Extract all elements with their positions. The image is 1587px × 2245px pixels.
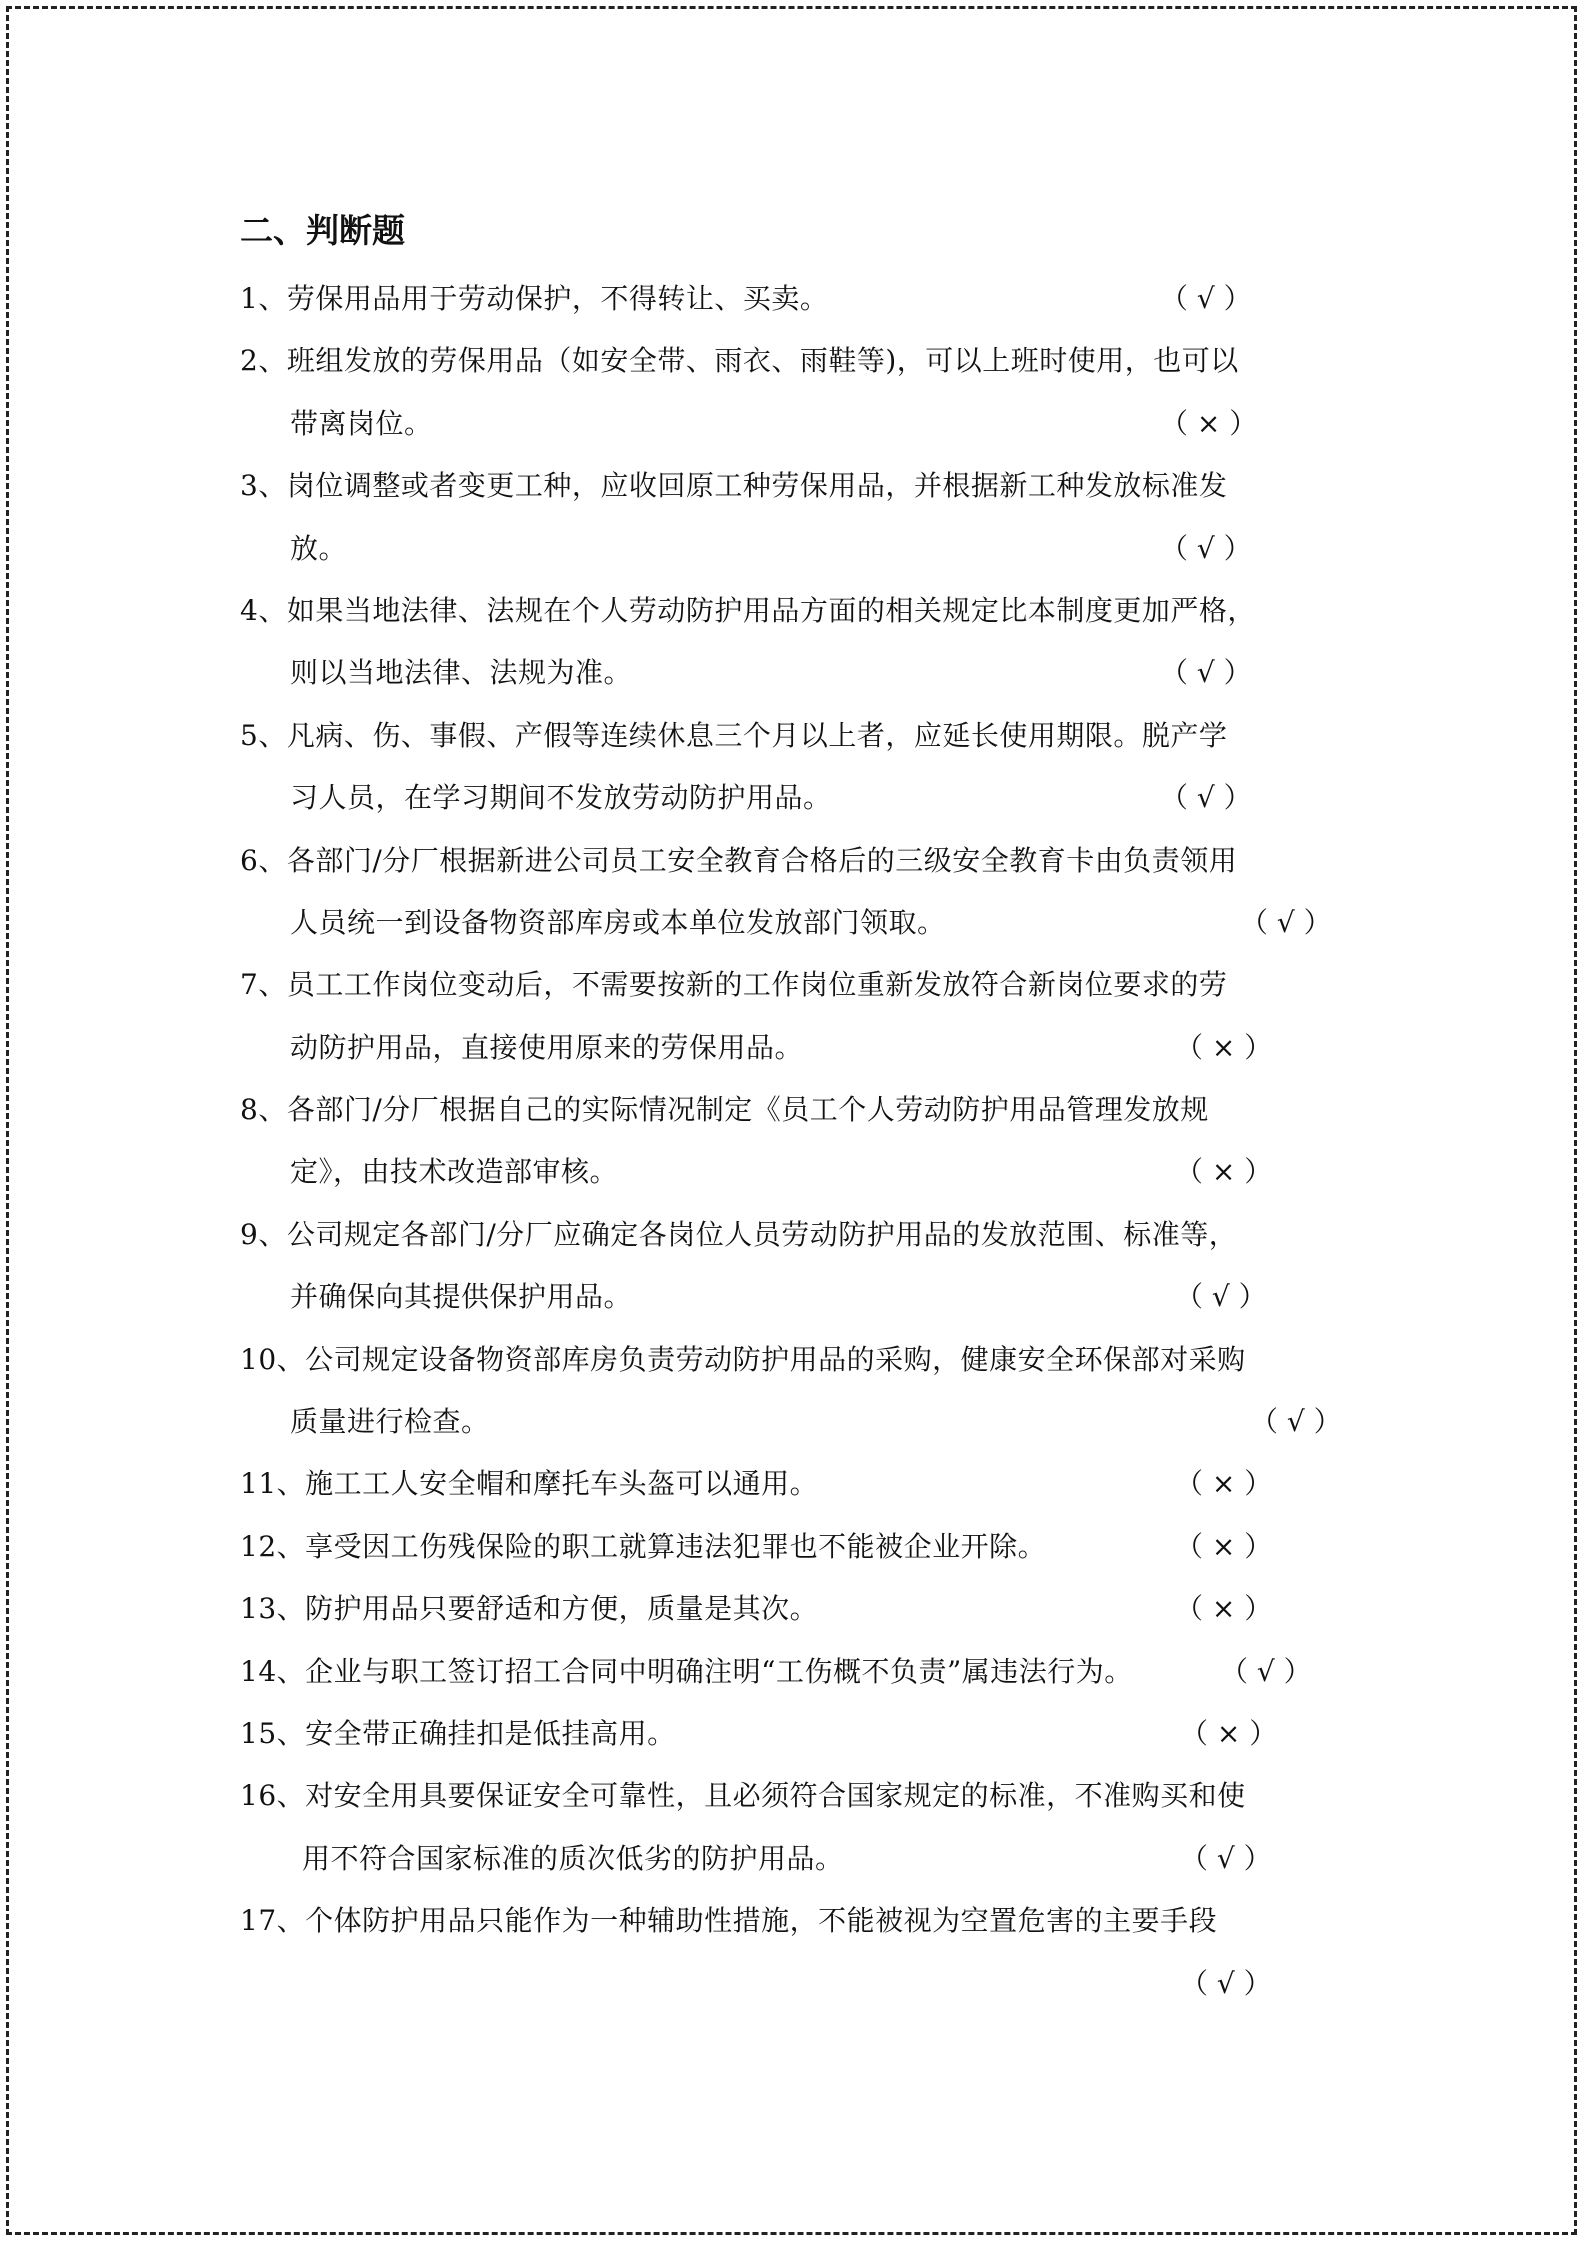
question-text: 3、岗位调整或者变更工种，应收回原工种劳保用品，并根据新工种发放标准发 — [240, 469, 1228, 503]
question-text: 8、各部门/分厂根据自己的实际情况制定《员工个人劳动防护用品管理发放规 — [240, 1093, 1209, 1127]
question-line — [240, 1266, 1355, 1328]
question-text: 11、施工工人安全帽和摩托车头盔可以通用。 — [240, 1467, 819, 1501]
question-text: 7、员工工作岗位变动后，不需要按新的工作岗位重新发放符合新岗位要求的劳 — [240, 968, 1228, 1002]
question-text: 14、企业与职工签订招工合同中明确注明“工伤概不负责”属违法行为。 — [240, 1654, 1133, 1688]
question-line — [240, 1516, 1355, 1578]
question-line — [240, 455, 1355, 517]
answer-mark: （ × ） — [1160, 406, 1258, 440]
question-line — [240, 954, 1355, 1016]
question-line — [240, 1578, 1355, 1640]
question-line — [240, 580, 1355, 642]
question-line — [240, 1141, 1355, 1203]
question-text: 动防护用品，直接使用原来的劳保用品。 — [290, 1030, 804, 1064]
question-text: 6、各部门/分厂根据新进公司员工安全教育合格后的三级安全教育卡由负责领用 — [240, 843, 1238, 877]
answer-mark: （ √ ） — [1180, 1841, 1272, 1875]
question-text: 用不符合国家标准的质次低劣的防护用品。 — [302, 1841, 844, 1875]
question-line — [240, 1703, 1355, 1765]
question-text: 16、对安全用具要保证安全可靠性，且必须符合国家规定的标准，不准购买和使 — [240, 1779, 1246, 1813]
answer-mark: （ √ ） — [1250, 1405, 1342, 1439]
question-line — [240, 892, 1355, 954]
document-content — [240, 200, 1355, 2015]
question-text: 1、劳保用品用于劳动保护，不得转让、买卖。 — [240, 282, 829, 315]
answer-mark: （ × ） — [1175, 1592, 1273, 1626]
question-line — [240, 330, 1355, 392]
question-text: 习人员，在学习期间不发放劳动防护用品。 — [290, 781, 832, 815]
question-text: 9、公司规定各部门/分厂应确定各岗位人员劳动防护用品的发放范围、标准等， — [240, 1217, 1238, 1251]
question-line — [240, 1017, 1355, 1079]
question-text: 15、安全带正确挂扣是低挂高用。 — [240, 1716, 676, 1750]
question-text: 17、个体防护用品只能作为一种辅助性措施，不能被视为空置危害的主要手段 — [240, 1904, 1218, 1938]
question-text: 12、享受因工伤残保险的职工就算违法犯罪也不能被企业开除。 — [240, 1529, 1047, 1563]
answer-mark: （ √ ） — [1220, 1654, 1312, 1688]
answer-mark: （ √ ） — [1240, 905, 1332, 939]
question-line — [240, 268, 1355, 330]
answer-mark: （ √ ） — [1160, 282, 1252, 315]
question-line — [240, 705, 1355, 767]
question-line — [240, 1765, 1355, 1827]
question-text: 质量进行检查。 — [290, 1405, 490, 1439]
answer-mark: （ √ ） — [1160, 531, 1252, 565]
answer-mark: （ × ） — [1175, 1155, 1273, 1189]
answer-mark: （ √ ） — [1180, 1966, 1272, 2000]
question-text: 10、公司规定设备物资部库房负责劳动防护用品的采购，健康安全环保部对采购 — [240, 1342, 1246, 1376]
question-text: 带离岗位。 — [290, 406, 433, 440]
answer-mark: （ √ ） — [1160, 781, 1252, 815]
question-line — [240, 393, 1355, 455]
question-line — [240, 642, 1355, 704]
question-line — [240, 830, 1355, 892]
answer-mark: （ × ） — [1180, 1716, 1278, 1750]
question-text: 13、防护用品只要舒适和方便，质量是其次。 — [240, 1592, 819, 1626]
question-line — [240, 518, 1355, 580]
question-line — [240, 1204, 1355, 1266]
answer-mark: （ × ） — [1175, 1529, 1273, 1563]
question-line — [240, 1329, 1355, 1391]
question-line — [240, 767, 1355, 829]
answer-mark: （ × ） — [1175, 1030, 1273, 1064]
question-line — [240, 1079, 1355, 1141]
question-line — [240, 1453, 1355, 1515]
answer-mark: （ √ ） — [1160, 656, 1252, 690]
question-line — [240, 1890, 1355, 1952]
answer-mark: （ √ ） — [1175, 1280, 1267, 1314]
question-line — [240, 1828, 1355, 1890]
question-text: 并确保向其提供保护用品。 — [290, 1280, 633, 1314]
question-line — [240, 1391, 1355, 1453]
section-title: 二、判断题 — [240, 211, 405, 250]
question-list — [240, 268, 1355, 2015]
question-line — [240, 1953, 1355, 2015]
question-text: 定》，由技术改造部审核。 — [290, 1155, 619, 1189]
question-text: 2、班组发放的劳保用品（如安全带、雨衣、雨鞋等)，可以上班时使用，也可以 — [240, 344, 1239, 378]
question-text: 4、如果当地法律、法规在个人劳动防护用品方面的相关规定比本制度更加严格， — [240, 593, 1256, 627]
question-text: 则以当地法律、法规为准。 — [290, 656, 633, 690]
answer-mark: （ × ） — [1175, 1467, 1273, 1501]
question-text: 放。 — [290, 531, 348, 565]
question-text: 5、凡病、伤、事假、产假等连续休息三个月以上者，应延长使用期限。脱产学 — [240, 718, 1228, 752]
question-text: 人员统一到设备物资部库房或本单位发放部门领取。 — [290, 905, 946, 939]
question-line — [240, 1641, 1355, 1703]
